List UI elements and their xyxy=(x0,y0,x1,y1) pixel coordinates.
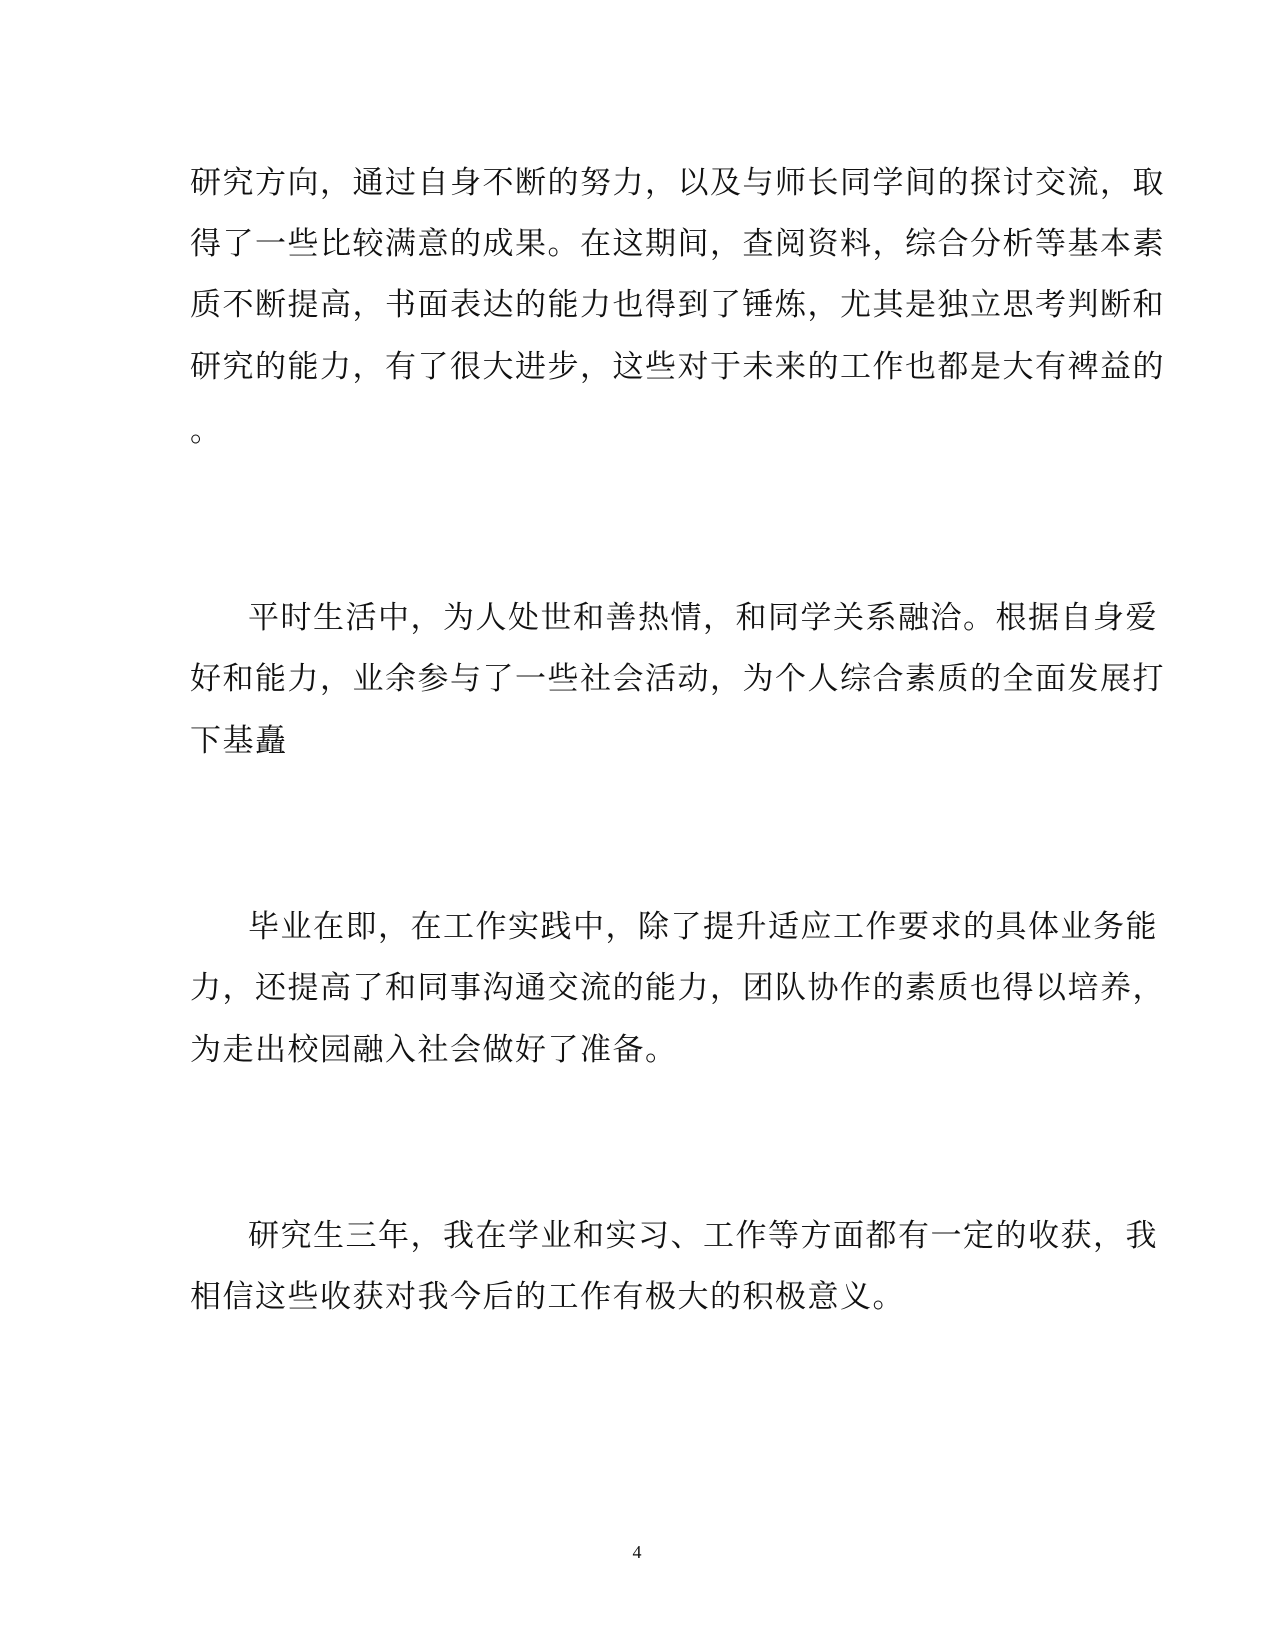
paragraph-2-line-1: 平时生活中，为人处世和善热情，和同学关系融洽。根据自身爱 xyxy=(248,600,1158,636)
paragraph-2-line-3: 下基矗 xyxy=(190,723,288,759)
paragraph-3-line-2: 力，还提高了和同事沟通交流的能力，团队协作的素质也得以培养， xyxy=(190,970,1165,1006)
paragraph-1-line-5: 。 xyxy=(190,413,223,449)
paragraph-2-line-2: 好和能力，业余参与了一些社会活动，为个人综合素质的全面发展打 xyxy=(190,661,1165,697)
paragraph-1-line-2: 得了一些比较满意的成果。在这期间，查阅资料，综合分析等基本素 xyxy=(190,226,1165,262)
paragraph-3-line-3: 为走出校园融入社会做好了准备。 xyxy=(190,1032,678,1068)
paragraph-4-line-2: 相信这些收获对我今后的工作有极大的积极意义。 xyxy=(190,1279,905,1315)
paragraph-4-line-1: 研究生三年，我在学业和实习、工作等方面都有一定的收获，我 xyxy=(248,1218,1158,1254)
paragraph-1-line-1: 研究方向，通过自身不断的努力，以及与师长同学间的探讨交流，取 xyxy=(190,165,1165,201)
paragraph-1-line-3: 质不断提高，书面表达的能力也得到了锤炼，尤其是独立思考判断和 xyxy=(190,287,1165,323)
paragraph-1-line-4: 研究的能力，有了很大进步，这些对于未来的工作也都是大有裨益的 xyxy=(190,349,1165,385)
paragraph-3-line-1: 毕业在即，在工作实践中，除了提升适应工作要求的具体业务能 xyxy=(248,909,1158,945)
page-number: 4 xyxy=(632,1542,642,1562)
